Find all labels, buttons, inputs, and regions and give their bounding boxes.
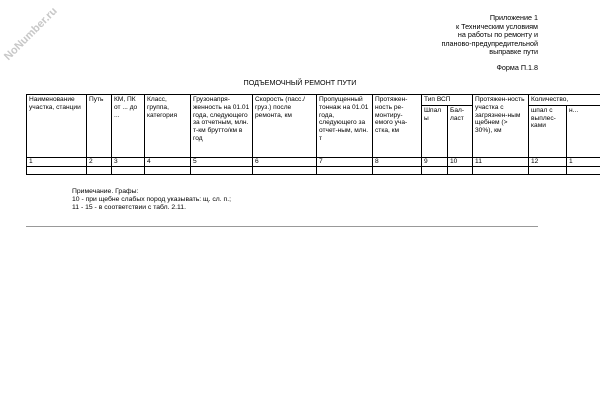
column-number: 12 xyxy=(529,157,567,166)
column-number: 6 xyxy=(253,157,317,166)
note-line: 11 - 15 - в соответствии с табл. 2.11. xyxy=(72,204,186,212)
empty-cell xyxy=(27,166,87,174)
header-cell: КМ, ПК от ... до ... xyxy=(112,95,145,158)
header-cell: Класс, группа, категория xyxy=(145,95,191,158)
appendix-line: планово-предупредительной xyxy=(441,38,538,48)
empty-cell xyxy=(529,166,567,174)
column-number: 9 xyxy=(422,157,448,166)
column-number: 5 xyxy=(191,157,253,166)
header-cell: Количество, xyxy=(529,95,600,106)
header-cell: Пропущенный тоннаж на 01.01 года, следующего за отчет-ным, млн. т xyxy=(317,95,373,158)
header-cell: Грузонапря-женность на 01.01 года, следующего за отчетным, млн. т-км брутто/км в год xyxy=(191,95,253,158)
table-header-row xyxy=(27,95,600,106)
column-number: 1 xyxy=(27,157,87,166)
column-number: 4 xyxy=(145,157,191,166)
notes xyxy=(72,188,231,213)
column-number: 7 xyxy=(317,157,373,166)
column-number: 8 xyxy=(373,157,422,166)
header-cell: Тип ВСП xyxy=(422,95,473,106)
appendix-line: к Техническим условиям xyxy=(455,21,538,31)
subheader-cell: Шпалы xyxy=(422,105,448,157)
form-label: Форма П.1.8 xyxy=(496,63,538,72)
subheader-cell: шпал с выплес-ками xyxy=(529,105,567,157)
header-cell: Наименование участка, станции xyxy=(27,95,87,158)
table-row xyxy=(27,166,600,174)
empty-cell xyxy=(191,166,253,174)
note-line: Примечание. Графы: xyxy=(72,188,139,195)
header-cell: Протяжен-ность участка с загрязнен-ным щебнем (> 30%), км xyxy=(473,95,529,158)
empty-cell xyxy=(422,166,448,174)
column-number: 10 xyxy=(448,157,473,166)
column-number: 11 xyxy=(473,157,529,166)
empty-cell xyxy=(317,166,373,174)
appendix-note xyxy=(441,14,538,57)
repair-table xyxy=(26,94,600,175)
column-number: 1 xyxy=(567,157,600,166)
header-cell: Протяжен-ность ре-монтиру-емого уча-стка, км xyxy=(373,95,422,158)
empty-cell xyxy=(145,166,191,174)
empty-cell xyxy=(112,166,145,174)
column-number: 2 xyxy=(87,157,112,166)
column-number-row xyxy=(27,157,600,166)
repair-table-container xyxy=(26,94,600,175)
document-title: ПОДЪЕМОЧНЫЙ РЕМОНТ ПУТИ xyxy=(243,78,357,87)
appendix-line: выправке пути xyxy=(489,47,538,57)
divider xyxy=(26,226,538,227)
subheader-cell: Бал-ласт xyxy=(448,105,473,157)
empty-cell xyxy=(87,166,112,174)
header-cell: Путь xyxy=(87,95,112,158)
column-number: 3 xyxy=(112,157,145,166)
empty-cell xyxy=(473,166,529,174)
note-line: 10 - при щебне слабых пород указывать: щ. сл. п.; xyxy=(72,196,232,204)
watermark: NoNumber.ru xyxy=(1,5,60,63)
empty-cell xyxy=(253,166,317,174)
header-cell: Скорость (пасс./груз.) после ремонта, км xyxy=(253,95,317,158)
empty-cell xyxy=(373,166,422,174)
empty-cell xyxy=(448,166,473,174)
empty-cell xyxy=(567,166,600,174)
subheader-cell: н... xyxy=(567,105,600,157)
appendix-line: на работы по ремонту и xyxy=(457,30,538,40)
appendix-line: Приложение 1 xyxy=(489,13,538,22)
